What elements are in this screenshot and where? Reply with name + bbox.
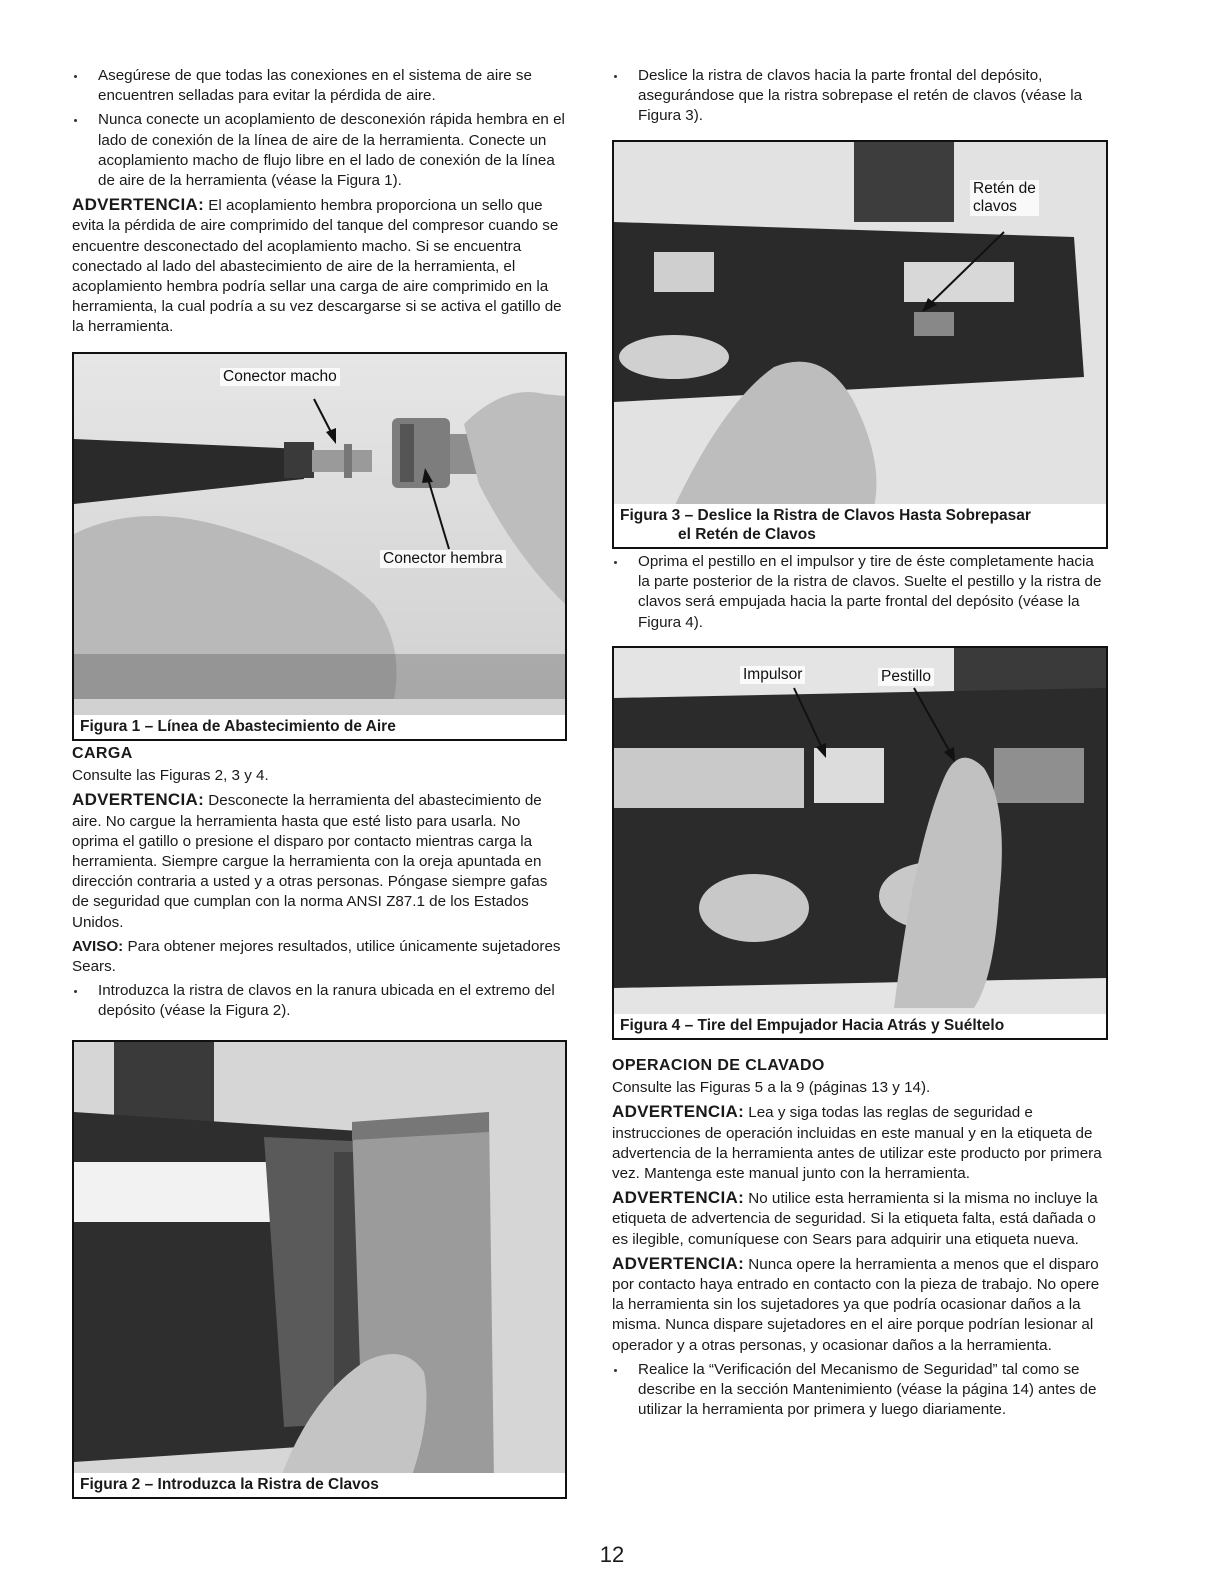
right-column-middle xyxy=(612,552,1106,637)
warning-text: Lea y siga todas las reglas de seguridad e instrucciones de operación incluidas en este manual y en la etiqueta de advertencia de la herramienta antes de utilizar este producto por primera vez. Mantenga este manual junto con la herramienta. xyxy=(612,1104,1102,1183)
figure-2 xyxy=(72,1040,567,1499)
carga-heading: CARGA xyxy=(72,745,133,762)
callout-nail-retainer: Retén de clavos xyxy=(970,180,1039,216)
warning-text: Desconecte la herramienta del abastecimiento de aire. No cargue la herramienta hasta que esté listo para usarla. No oprima el gatillo o presione el disparo por contacto mientras carga la herramienta. Siempre cargue la herramienta con la oreja apuntada en dirección contraria a usted y a otras personas. Póngase siempre gafas de seguridad que cumplan con la norma ANSI Z87.1 de los Estados Unidos. xyxy=(72,792,548,931)
figure-1-caption: Figura 1 – Línea de Abastecimiento de Aire xyxy=(74,715,565,739)
figure-3-caption: Figura 3 – Deslice la Ristra de Clavos Hasta Sobrepasar el Retén de Clavos xyxy=(614,504,1106,547)
figure-1 xyxy=(72,352,567,741)
bullet-dot-icon xyxy=(74,75,77,78)
operacion-heading: OPERACION DE CLAVADO xyxy=(612,1057,825,1074)
bullet-item: Realice la “Verificación del Mecanismo de Seguridad” tal como se describe en la sección Mantenimiento (véase la página 14) antes de utilizar la herramienta por primera y luego diariamente. xyxy=(612,1360,1106,1421)
warning-paragraph xyxy=(72,790,566,932)
figure-4-caption: Figura 4 – Tire del Empujador Hacia Atrás y Suéltelo xyxy=(614,1014,1106,1038)
operacion-intro: Consulte las Figuras 5 a la 9 (páginas 13 y 14). xyxy=(612,1079,931,1097)
left-column xyxy=(72,66,566,342)
figure-4-photo xyxy=(614,648,1106,1038)
bullet-dot-icon xyxy=(614,561,617,564)
figure-1-photo xyxy=(74,354,565,739)
aviso-paragraph xyxy=(72,937,566,977)
figure-2-caption: Figura 2 – Introduzca la Ristra de Clavos xyxy=(74,1473,565,1497)
bullet-item: Asegúrese de que todas las conexiones en el sistema de aire se encuentren selladas para evitar la pérdida de aire. xyxy=(72,66,566,106)
callout-female-connector: Conector hembra xyxy=(380,550,506,568)
bullet-dot-icon xyxy=(614,75,617,78)
warning-text: El acoplamiento hembra proporciona un sello que evita la pérdida de aire comprimido del tanque del compresor cuando se encuentre desconectado del acoplamiento macho. Si se encuentra conectado al lado del abastecimiento de aire de la herramienta, el acoplamiento hembra podría sellar una carga de aire comprimido en la herramienta, la cual podría a su vez descargarse si se activa el gatillo de la herramienta. xyxy=(72,197,562,336)
figure-2-photo xyxy=(74,1042,565,1497)
warning-paragraph xyxy=(612,1188,1106,1250)
bullet-item: Introduzca la ristra de clavos en la ranura ubicada en el extremo del depósito (véase la Figura 2). xyxy=(72,981,566,1021)
warning-label: ADVERTENCIA: xyxy=(72,790,205,810)
bullet-item: Nunca conecte un acoplamiento de desconexión rápida hembra en el lado de conexión de la línea de aire de la herramienta. Conecte un acoplamiento macho de flujo libre en el lado de conexión de la línea de aire de la herramienta (véase la Figura 1). xyxy=(72,110,566,191)
warning-paragraph xyxy=(612,1254,1106,1356)
aviso-label: AVISO: xyxy=(72,937,124,955)
carga-section xyxy=(72,744,566,1026)
figure-4 xyxy=(612,646,1108,1040)
bullet-item: Oprima el pestillo en el impulsor y tire de éste completamente hacia la parte posterior de la ristra de clavos. Suelte el pestillo y la ristra de clavos será empujada hacia la parte frontal del depósito (véase la Figura 4). xyxy=(612,552,1106,633)
aviso-text: Para obtener mejores resultados, utilice únicamente sujetadores Sears. xyxy=(72,937,561,976)
warning-paragraph xyxy=(612,1102,1106,1184)
figure-3 xyxy=(612,140,1108,549)
warning-label: ADVERTENCIA: xyxy=(612,1188,745,1208)
callout-impulsor: Impulsor xyxy=(740,666,805,684)
warning-label: ADVERTENCIA: xyxy=(612,1102,745,1122)
bullet-dot-icon xyxy=(74,119,77,122)
callout-male-connector: Conector macho xyxy=(220,368,340,386)
callout-pestillo: Pestillo xyxy=(878,668,934,686)
right-column-top xyxy=(612,66,1106,131)
warning-text: Nunca opere la herramienta a menos que el disparo por contacto haya entrado en contacto con la pieza de trabajo. No opere la herramienta sin los sujetadores ya que podría ocasionar daños a la misma. Nunca dispare sujetadores en el aire porque podrían lesionar al operador y a otras personas, y ocasionar daños a la herramienta. xyxy=(612,1255,1100,1354)
warning-label: ADVERTENCIA: xyxy=(72,195,205,215)
bullet-item: Deslice la ristra de clavos hacia la parte frontal del depósito, asegurándose que la ristra sobrepase el retén de clavos (véase la Figura 3). xyxy=(612,66,1106,127)
warning-paragraph xyxy=(72,195,566,337)
page-number: 12 xyxy=(599,1542,625,1567)
carga-intro: Consulte las Figuras 2, 3 y 4. xyxy=(72,767,269,785)
bullet-dot-icon xyxy=(74,990,77,993)
warning-label: ADVERTENCIA: xyxy=(612,1253,745,1273)
warning-text: No utilice esta herramienta si la misma no incluye la etiqueta de advertencia de seguridad. Si la etiqueta falta, está dañada o es ilegible, comuníquese con Sears para adquirir una etiqueta nueva. xyxy=(612,1190,1098,1248)
bullet-dot-icon xyxy=(614,1369,617,1372)
operacion-section xyxy=(612,1056,1106,1424)
